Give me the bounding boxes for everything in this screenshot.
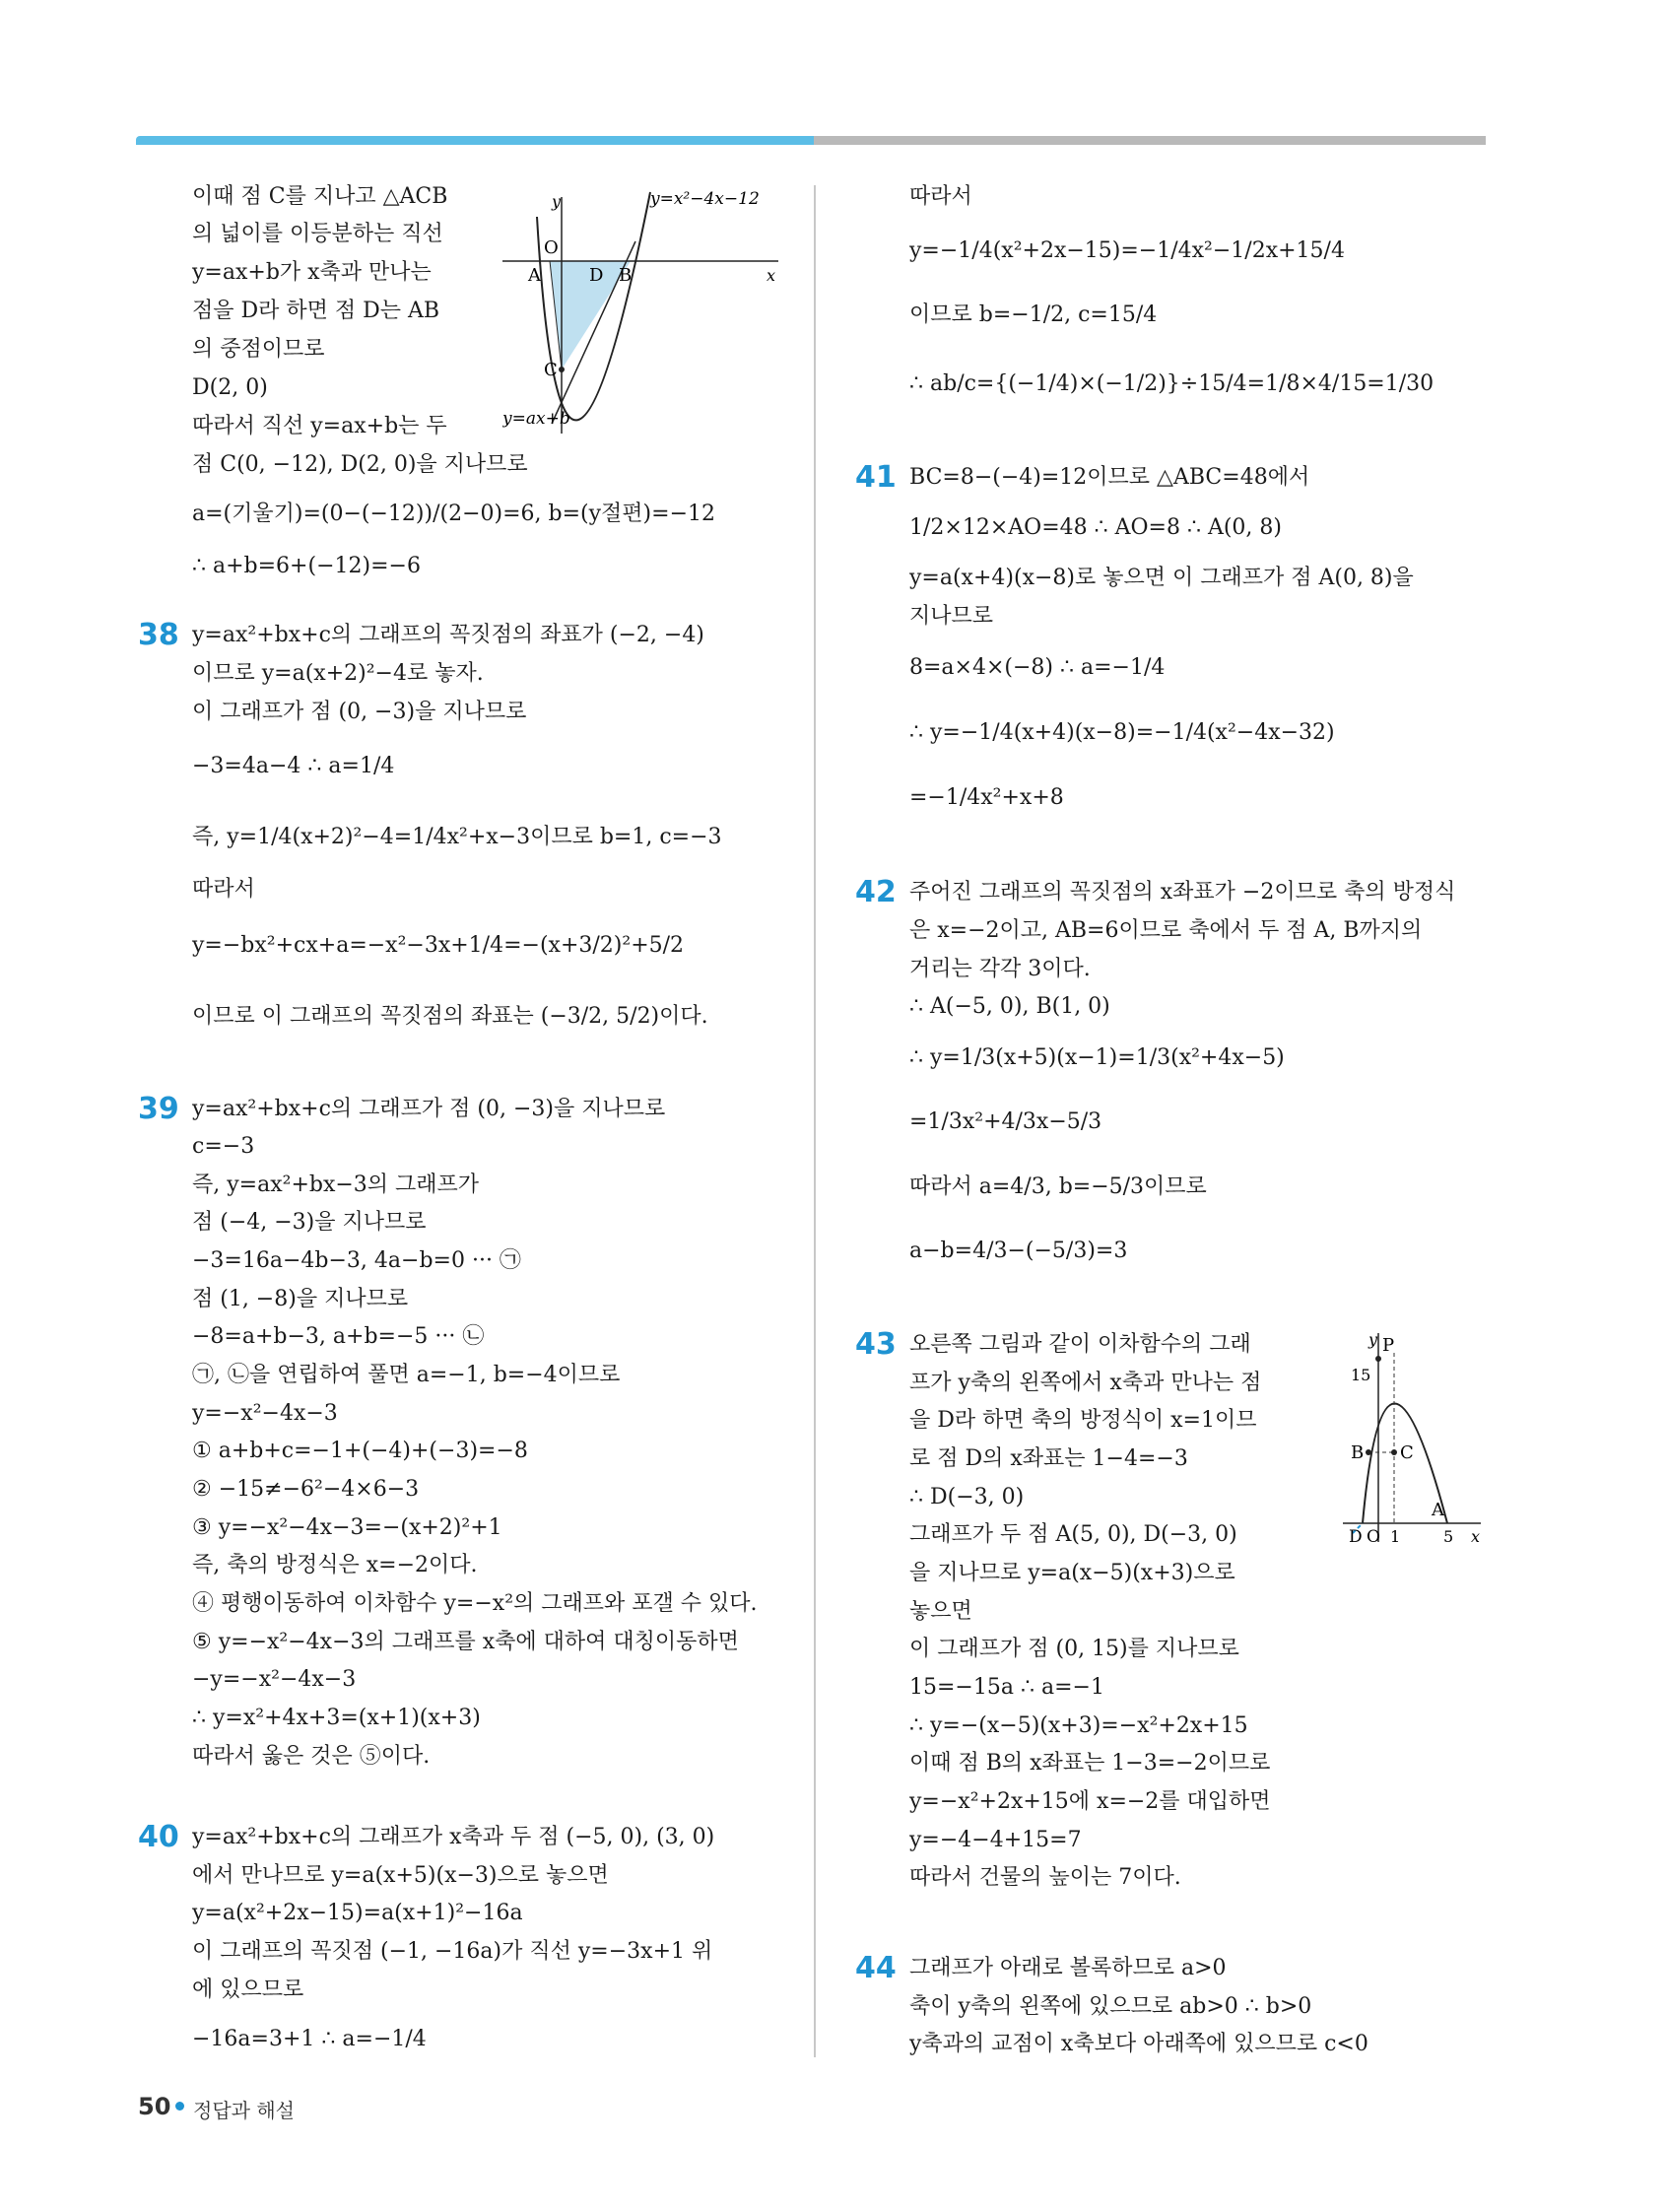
text-line: D(2, 0) [192,375,268,400]
text-line: c=−3 [192,1134,255,1159]
question-number: 42 [855,875,897,909]
text-line: 그래프가 아래로 볼록하므로 a>0 [909,1956,1227,1980]
text-line: y=a(x+4)(x−8)로 놓으면 이 그래프가 점 A(0, 8)을 [909,566,1414,590]
text-line: ③ y=−x²−4x−3=−(x+2)²+1 [192,1515,502,1540]
curve-label: y=x²−4x−12 [650,189,760,209]
text-line: 이므로 이 그래프의 꼭짓점의 좌표는 (−3/2, 5/2)이다. [192,1004,708,1029]
text-line: y=−x²−4x−3 [192,1401,338,1426]
text-line: 즉, y=1/4(x+2)²−4=1/4x²+x−3이므로 b=1, c=−3 [192,825,722,849]
text-line: 이 그래프가 점 (0, 15)를 지나므로 [909,1637,1239,1661]
text-line: 8=a×4×(−8) ∴ a=−1/4 [909,655,1166,680]
point-p [1375,1356,1381,1362]
label-b: B [619,265,633,286]
footer-label: 정답과 해설 [193,2099,295,2122]
text-line: 을 지나므로 y=a(x−5)(x+3)으로 [909,1561,1235,1585]
text-line: 점 C(0, −12), D(2, 0)을 지나므로 [192,452,528,477]
point-b [1366,1449,1371,1455]
text-line: 점 (−4, −3)을 지나므로 [192,1210,427,1235]
text-line: 지나므로 [909,604,994,629]
text-line: ∴ y=x²+4x+3=(x+1)(x+3) [192,1706,481,1730]
text-line: 따라서 [909,184,972,209]
page-number: 50 [138,2093,171,2120]
text-line: 따라서 건물의 높이는 7이다. [909,1865,1181,1890]
label-p: P [1382,1335,1395,1356]
text-line: 따라서 옳은 것은 ⑤이다. [192,1744,431,1769]
text-line: 이 그래프가 점 (0, −3)을 지나므로 [192,700,527,724]
text-line: 그래프가 두 점 A(5, 0), D(−3, 0) [909,1522,1237,1547]
text-line: 이므로 b=−1/2, c=15/4 [909,302,1158,327]
question-number: 40 [138,1820,179,1854]
text-line: 을 D라 하면 축의 방정식이 x=1이므 [909,1408,1257,1433]
label-a: A [1432,1500,1444,1520]
text-line: y=ax²+bx+c의 그래프가 점 (0, −3)을 지나므로 [192,1097,666,1121]
text-line: y축과의 교점이 x축보다 아래쪽에 있으므로 c<0 [909,2032,1368,2056]
text-line: y=−1/4(x²+2x−15)=−1/4x²−1/2x+15/4 [909,238,1345,263]
text-line: a=(기울기)=(0−(−12))/(2−0)=6, b=(y절편)=−12 [192,502,715,526]
text-line: ∴ y=−(x−5)(x+3)=−x²+2x+15 [909,1713,1248,1738]
text-line: −3=4a−4 ∴ a=1/4 [192,754,395,778]
text-line: 거리는 각각 3이다. [909,957,1091,981]
text-line: 로 점 D의 x좌표는 1−4=−3 [909,1446,1188,1471]
text-line: 의 넓이를 이등분하는 직선 [192,222,443,246]
text-line: 주어진 그래프의 꼭짓점의 x좌표가 −2이므로 축의 방정식 [909,880,1456,905]
text-line: ∴ A(−5, 0), B(1, 0) [909,994,1110,1019]
text-line: 따라서 [192,877,255,902]
text-line: =1/3x²+4/3x−5/3 [909,1109,1102,1134]
x-axis-label: x [1471,1527,1481,1546]
point-c [559,367,565,372]
text-line: y=ax+b가 x축과 만나는 [192,260,432,285]
text-line: 놓으면 [909,1599,972,1624]
text-line: 따라서 직선 y=ax+b는 두 [192,414,447,438]
label-c: C [1400,1442,1414,1463]
figure-parabola-1 [502,182,788,438]
text-line: ∴ y=1/3(x+5)(x−1)=1/3(x²+4x−5) [909,1045,1285,1070]
text-line: BC=8−(−4)=12이므로 △ABC=48에서 [909,465,1310,490]
text-line: y=−bx²+cx+a=−x²−3x+1/4=−(x+3/2)²+5/2 [192,933,685,958]
text-line: ∴ D(−3, 0) [909,1485,1025,1509]
column-divider [814,185,816,2057]
footer-bullet-icon [175,2102,184,2111]
text-line: 에서 만나므로 y=a(x+5)(x−3)으로 놓으면 [192,1863,609,1888]
text-line: 따라서 a=4/3, b=−5/3이므로 [909,1174,1207,1199]
text-line: 15=−15a ∴ a=−1 [909,1675,1104,1700]
text-line: 이므로 y=a(x+2)²−4로 놓자. [192,661,484,686]
text-line: y=−x²+2x+15에 x=−2를 대입하면 [909,1789,1271,1814]
text-line: 프가 y축의 왼쪽에서 x축과 만나는 점 [909,1371,1262,1395]
text-line: 은 x=−2이고, AB=6이므로 축에서 두 점 A, B까지의 [909,918,1423,943]
text-line: y=a(x²+2x−15)=a(x+1)²−16a [192,1901,523,1925]
text-line: −y=−x²−4x−3 [192,1667,357,1692]
tick-1: 1 [1390,1527,1401,1546]
label-d: D [589,265,604,286]
label-o: O [1367,1527,1380,1547]
text-line: ∴ ab/c={(−1/4)×(−1/2)}÷15/4=1/8×4/15=1/30 [909,371,1434,396]
point-c [1391,1449,1397,1455]
text-line: 점을 D라 하면 점 D는 AB [192,299,440,323]
question-number: 39 [138,1092,179,1126]
question-number: 44 [855,1951,897,1985]
text-line: ② −15≠−6²−4×6−3 [192,1477,420,1502]
text-line: 오른쪽 그림과 같이 이차함수의 그래 [909,1332,1251,1357]
text-line: 이때 점 B의 x좌표는 1−3=−2이므로 [909,1751,1271,1776]
text-line: y=ax²+bx+c의 그래프의 꼭짓점의 좌표가 (−2, −4) [192,623,704,647]
question-number: 43 [855,1327,897,1362]
label-o: O [544,237,559,258]
text-line: 이때 점 C를 지나고 △ACB [192,184,448,209]
text-line: 이 그래프의 꼭짓점 (−1, −16a)가 직선 y=−3x+1 위 [192,1939,713,1964]
text-line: 에 있으므로 [192,1977,304,2002]
text-line: ∴ a+b=6+(−12)=−6 [192,554,421,578]
question-number: 41 [855,460,897,495]
text-line: −3=16a−4b−3, 4a−b=0 ··· ㉠ [192,1248,521,1273]
text-line: 의 중점이므로 [192,337,325,362]
text-line: 점 (1, −8)을 지나므로 [192,1287,409,1311]
line-label: y=ax+b [502,409,570,429]
text-line: 즉, y=ax²+bx−3의 그래프가 [192,1173,480,1197]
text-line: y=−4−4+15=7 [909,1828,1082,1852]
text-line: a−b=4/3−(−5/3)=3 [909,1239,1128,1263]
text-line: ∴ y=−1/4(x+4)(x−8)=−1/4(x²−4x−32) [909,720,1335,745]
x-axis-label: x [767,266,776,285]
label-a: A [528,265,541,286]
label-b: B [1351,1442,1365,1463]
label-c: C [544,360,558,380]
text-line: −8=a+b−3, a+b=−5 ··· ㉡ [192,1324,485,1349]
y-axis-label: y [1368,1330,1378,1349]
figure-parabola-2 [1343,1313,1491,1570]
text-line: 1/2×12×AO=48 ∴ AO=8 ∴ A(0, 8) [909,515,1282,540]
tick-5: 5 [1443,1527,1454,1546]
text-line: −16a=3+1 ∴ a=−1/4 [192,2027,427,2051]
label-d: D [1349,1527,1363,1547]
label-15: 15 [1351,1366,1371,1384]
text-line: ④ 평행이동하여 이차함수 y=−x²의 그래프와 포갤 수 있다. [192,1591,758,1616]
text-line: =−1/4x²+x+8 [909,785,1064,810]
y-axis-label: y [552,192,562,211]
text-line: y=ax²+bx+c의 그래프가 x축과 두 점 (−5, 0), (3, 0) [192,1825,715,1849]
header-bar-left [136,136,816,145]
text-line: ⑤ y=−x²−4x−3의 그래프를 x축에 대하여 대칭이동하면 [192,1630,739,1654]
header-bar-right [814,136,1486,145]
text-line: 축이 y축의 왼쪽에 있으므로 ab>0 ∴ b>0 [909,1994,1312,2019]
text-line: ㉠, ㉡을 연립하여 풀면 a=−1, b=−4이므로 [192,1363,621,1387]
text-line: ① a+b+c=−1+(−4)+(−3)=−8 [192,1439,528,1463]
question-number: 38 [138,618,179,652]
text-line: 즉, 축의 방정식은 x=−2이다. [192,1553,478,1577]
